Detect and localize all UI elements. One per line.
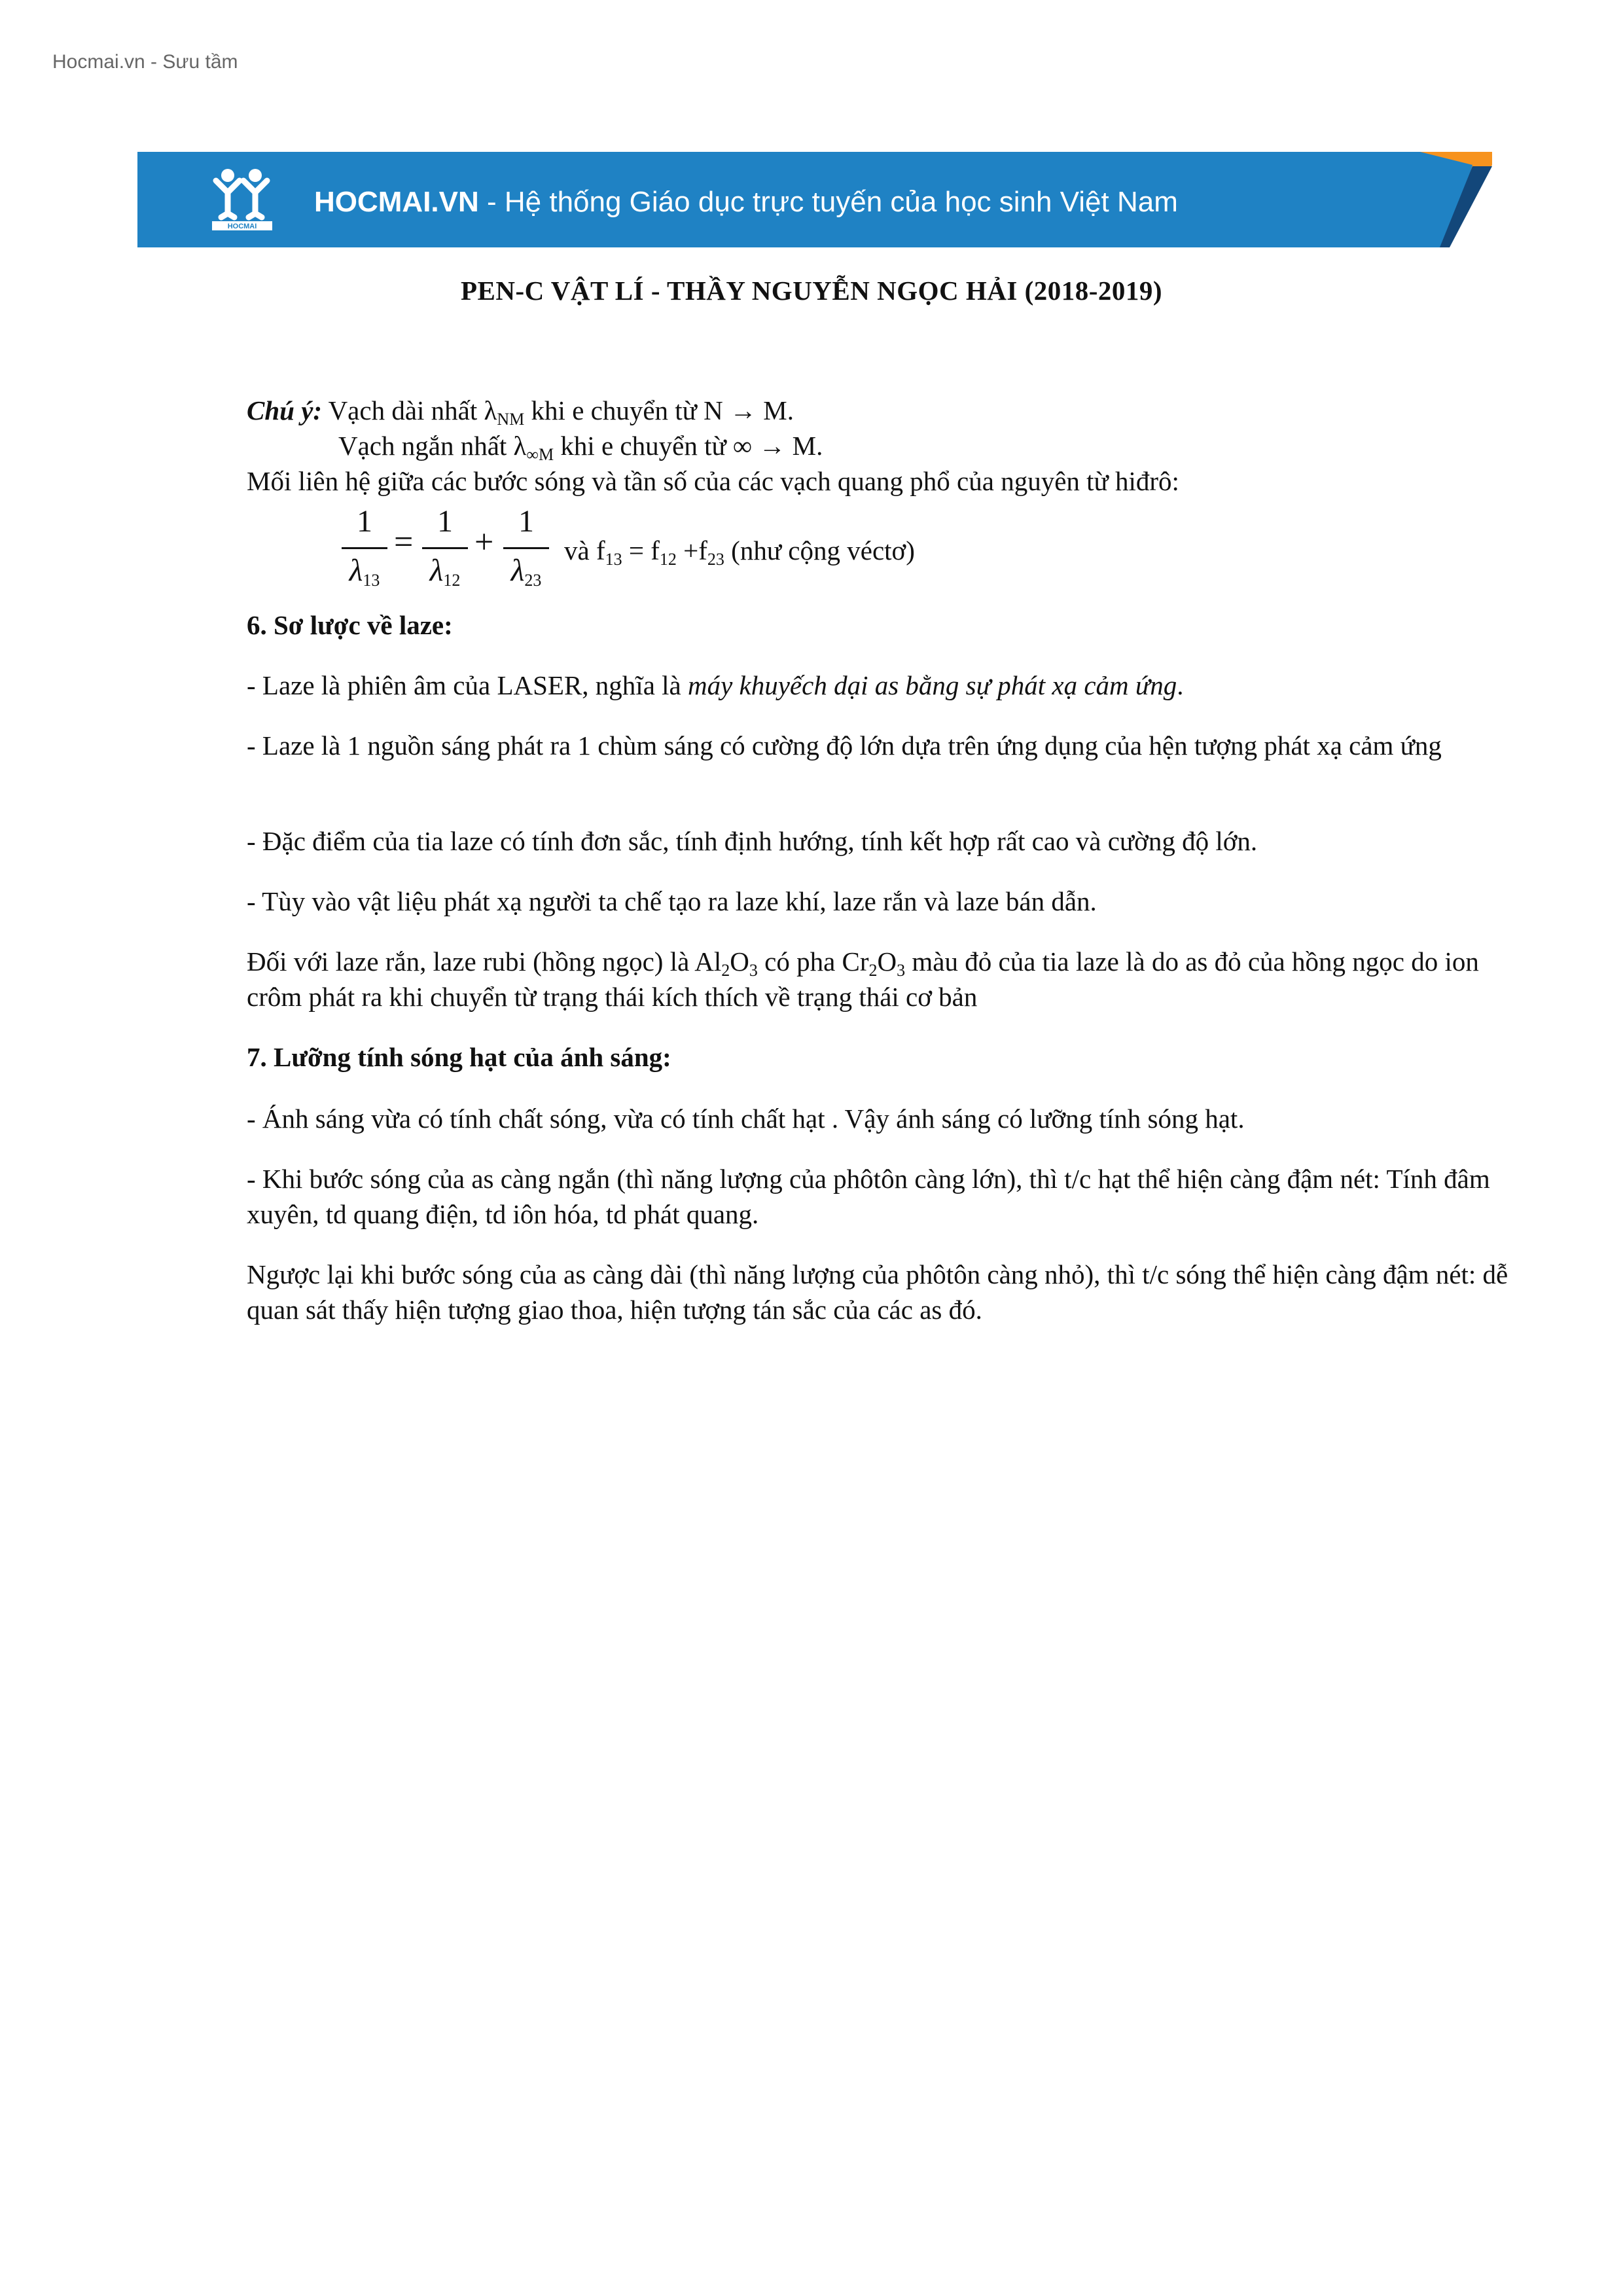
section-6-paragraph-2: - Laze là 1 nguồn sáng phát ra 1 chùm sáng có cường độ lớn dựa trên ứng dụng của hện tượng phát xạ cảm ứng [247, 730, 1442, 761]
text: = f [622, 535, 660, 565]
fraction [422, 504, 468, 588]
fraction [503, 504, 549, 588]
text: màu đỏ của tia laze là do as đỏ của hồng ngọc do ion crôm phát ra khi chuyển từ trạng thái kích thích về trạng thái cơ bản [247, 946, 1479, 1012]
watermark: Hocmai.vn - Sưu tầm [52, 51, 238, 73]
subscript: 3 [749, 961, 758, 980]
logo-caption: HOCMAI [227, 223, 257, 230]
lambda: λ [510, 553, 525, 588]
lambda: λ [429, 553, 444, 588]
subscript: 13 [363, 571, 380, 590]
brand-name: HOCMAI.VN [314, 186, 479, 218]
italic-text: máy khuyếch dại as bằng sự phát xạ cảm ứng [687, 670, 1177, 700]
formula [247, 504, 1097, 602]
subscript: 12 [443, 571, 461, 590]
text: +f [676, 535, 707, 565]
denominator [422, 553, 468, 588]
fraction-bar [422, 547, 468, 549]
section-6-paragraph-5 [247, 944, 1523, 1014]
plus-sign: + [474, 524, 494, 561]
tagline-text: - Hệ thống Giáo dục trực tuyến của học sinh Việt Nam [478, 186, 1178, 218]
section-6-paragraph-3: - Đặc điểm của tia laze có tính đơn sắc, tính định hướng, tính kết hợp rất cao và cường độ lớn. [247, 826, 1258, 856]
banner-tagline [314, 186, 1178, 219]
document-title: PEN-C VẬT LÍ - THẦY NGUYỄN NGỌC HẢI (2018-2019) [460, 276, 1163, 306]
fraction-bar [342, 547, 387, 549]
text: . [1177, 670, 1184, 700]
section-7-paragraph-1: - Ánh sáng vừa có tính chất sóng, vừa có tính chất hạt . Vậy ánh sáng có lưỡng tính sóng hạt. [247, 1103, 1245, 1134]
subscript: 23 [707, 550, 724, 569]
text: O [730, 946, 749, 977]
subscript: 13 [605, 550, 622, 569]
fraction [342, 504, 387, 588]
header-banner [137, 152, 1492, 247]
numerator: 1 [357, 504, 372, 539]
text: Đối với laze rắn, laze rubi (hồng ngọc) là Al [247, 946, 722, 977]
subscript: ∞M [526, 445, 554, 464]
subscript: NM [497, 410, 525, 429]
subscript: 3 [897, 961, 906, 980]
section-6-paragraph-1 [247, 668, 1523, 703]
text: có pha Cr [757, 946, 869, 977]
note-text: khi e chuyển từ N → M. [524, 395, 794, 425]
section-6-paragraph-4: - Tùy vào vật liệu phát xạ người ta chế tạo ra laze khí, laze rắn và laze bán dẫn. [247, 886, 1097, 916]
note-label: Chú ý: [247, 395, 323, 425]
note-text: Vạch dài nhất λ [322, 395, 497, 425]
section-7-heading: 7. Lưỡng tính sóng hạt của ánh sáng: [247, 1042, 671, 1072]
numerator: 1 [437, 504, 453, 539]
text: và f [564, 535, 605, 565]
subscript: 2 [868, 961, 878, 980]
section-7-paragraph-2: - Khi bước sóng của as càng ngắn (thì năng lượng của phôtôn càng lớn), thì t/c hạt thể hiện càng đậm nét: Tính đâm xuyên, td quang điện, td iôn hóa, td phát quang. [247, 1164, 1490, 1229]
section-6-heading: 6. Sơ lược về laze: [247, 610, 453, 640]
numerator: 1 [518, 504, 534, 539]
hocmai-logo-icon [209, 166, 275, 232]
text: (như cộng véctơ) [724, 535, 915, 565]
subscript: 2 [721, 961, 730, 980]
section-7-paragraph-3: Ngược lại khi bước sóng của as càng dài (thì năng lượng của phôtôn càng nhỏ), thì t/c sóng thể hiện càng đậm nét: dễ quan sát thấy hiện tượng giao thoa, hiện tượng tán sắc của các as đó. [247, 1259, 1508, 1325]
fraction-bar [503, 547, 549, 549]
frequency-relation [564, 533, 915, 568]
note-text: khi e chuyển từ ∞ → M. [554, 431, 823, 461]
denominator [342, 553, 387, 588]
denominator [503, 553, 549, 588]
text: - Laze là phiên âm của LASER, nghĩa là [247, 670, 688, 700]
subscript: 12 [659, 550, 677, 569]
equals-sign: = [394, 524, 414, 561]
note-line-1 [247, 393, 794, 428]
note-line-2 [338, 428, 823, 463]
lambda: λ [349, 553, 363, 588]
note-text: Vạch ngắn nhất λ [338, 431, 527, 461]
relation-text: Mối liên hệ giữa các bước sóng và tần số của các vạch quang phổ của nguyên từ hiđrô: [247, 466, 1179, 496]
text: O [877, 946, 897, 977]
subscript: 23 [524, 571, 542, 590]
